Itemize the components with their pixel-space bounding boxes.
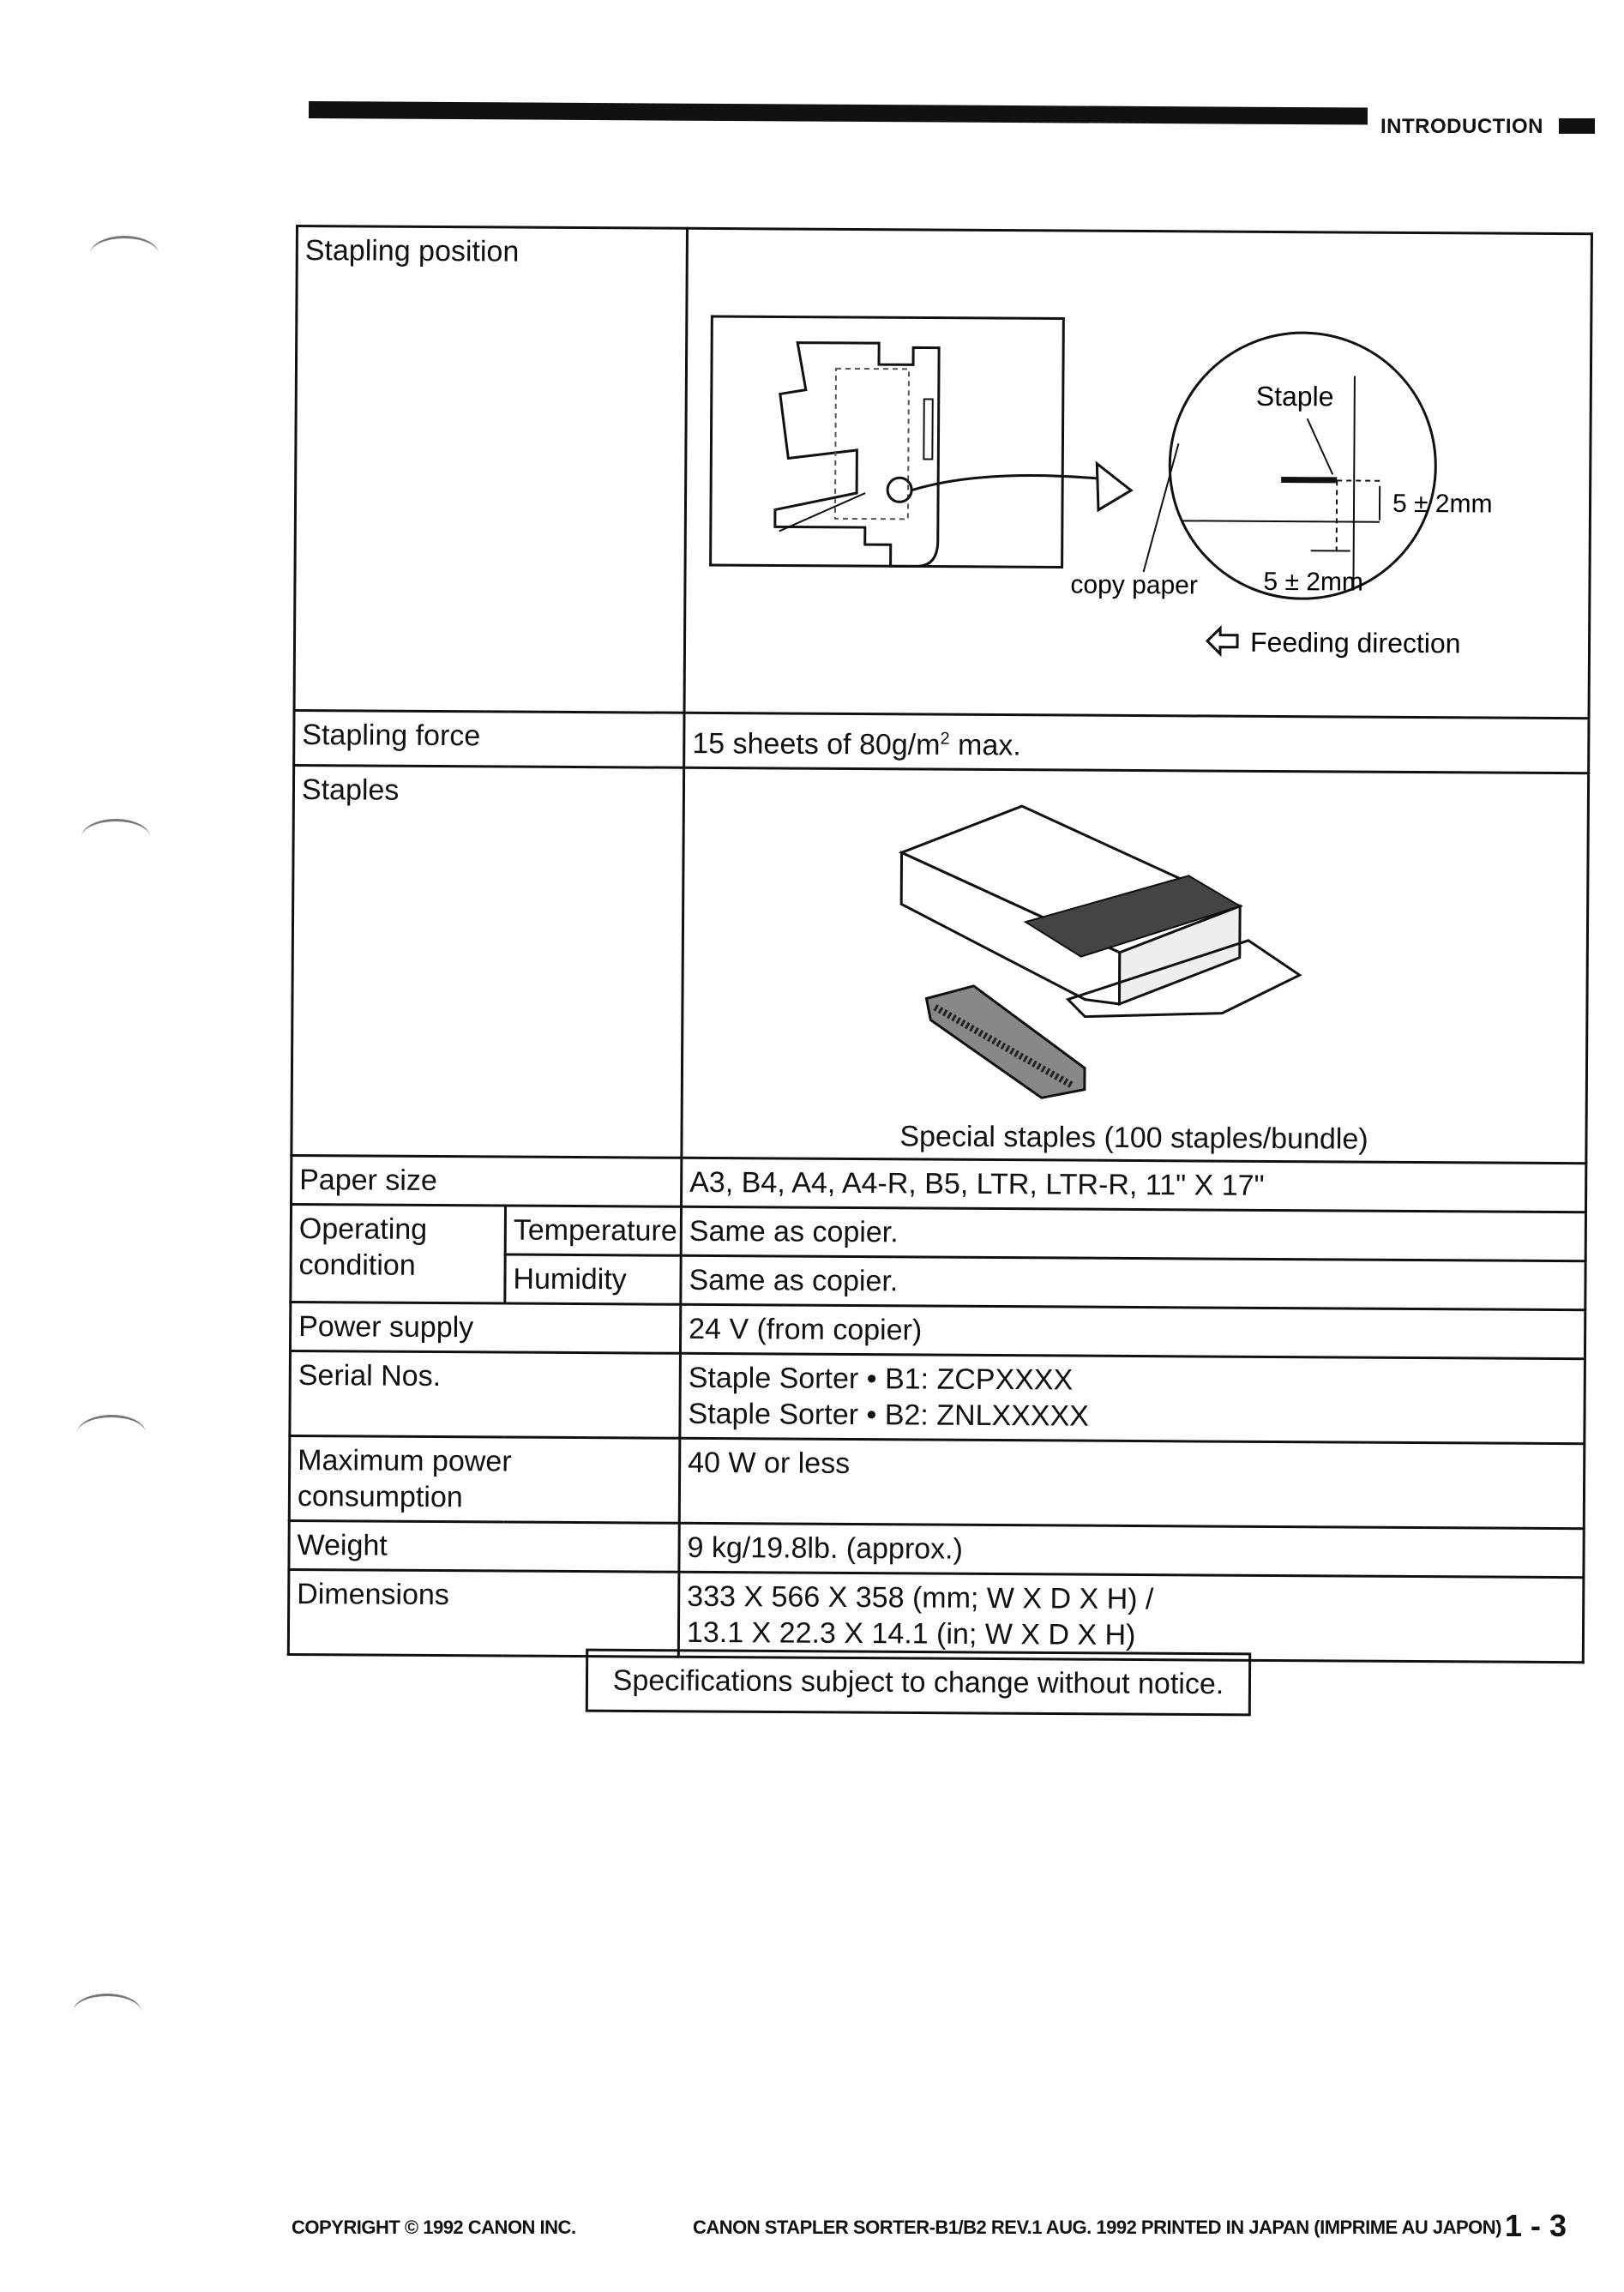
punch-hole-mark <box>73 1994 141 2030</box>
stapling-position-label: Stapling position <box>294 226 687 713</box>
power-supply-value: 24 V (from copier) <box>680 1305 1585 1359</box>
weight-label: Weight <box>289 1521 679 1573</box>
page-number: 1 - 3 <box>1505 2208 1567 2243</box>
humidity-value: Same as copier. <box>681 1256 1585 1310</box>
table-row <box>290 1302 1585 1359</box>
header-block <box>1559 118 1595 134</box>
footer-publication: CANON STAPLER SORTER-B1/B2 REV.1 AUG. 1992 PRINTED IN JAPAN (IMPRIME AU JAPON) <box>693 2217 1502 2238</box>
magnify-arrow <box>912 475 1105 491</box>
dimensions-value <box>678 1573 1584 1663</box>
sorter-frame <box>711 316 1064 567</box>
dimensions-in: 13.1 X 22.3 X 14.1 (in; W X D X H) <box>686 1616 1136 1652</box>
dimensions-label: Dimensions <box>288 1570 679 1657</box>
sorter-outline <box>775 342 940 566</box>
staples-cell <box>682 768 1589 1164</box>
staples-caption: Special staples (100 staples/bundle) <box>899 1120 1368 1156</box>
power-supply-label: Power supply <box>290 1302 680 1354</box>
punch-hole-mark <box>90 236 159 273</box>
humidity-label: Humidity <box>505 1254 681 1304</box>
serial-b1: Staple Sorter • B1: ZCPXXXX <box>688 1362 1074 1397</box>
dimensions-mm: 333 X 566 X 358 (mm; W X D X H) / <box>687 1580 1154 1616</box>
temperature-label: Temperature <box>505 1206 681 1255</box>
sorter-guide-line <box>779 492 865 532</box>
stapling-position-diagram-cell <box>684 228 1591 718</box>
stapling-force-value-prefix: 15 sheets of 80g/m <box>692 727 941 761</box>
weight-value: 9 kg/19.8lb. (approx.) <box>679 1524 1584 1578</box>
max-power-label: Maximum power consumption <box>289 1436 680 1524</box>
header-rule <box>309 101 1368 125</box>
magnify-arrowhead <box>1097 464 1131 510</box>
staples-label: Staples <box>292 766 684 1158</box>
table-row <box>288 1570 1584 1663</box>
section-title: INTRODUCTION <box>1380 115 1543 138</box>
feeding-direction-icon <box>1207 629 1237 654</box>
paper-size-label: Paper size <box>292 1156 682 1207</box>
staple-label: Staple <box>1255 380 1334 412</box>
footer-copyright: COPYRIGHT © 1992 CANON INC. <box>292 2217 576 2238</box>
table-row <box>289 1436 1585 1529</box>
temperature-value: Same as copier. <box>681 1207 1585 1261</box>
specifications-notice: Specifications subject to change without notice. <box>586 1649 1251 1717</box>
staple-leader-line <box>1307 418 1332 474</box>
serial-nos-label: Serial Nos. <box>290 1351 681 1439</box>
staple-mark <box>1281 477 1337 483</box>
stapling-position-diagram <box>693 235 1600 703</box>
sorter-handle <box>923 399 932 459</box>
vertical-offset-label: 5 ± 2mm <box>1392 489 1493 519</box>
serial-nos-value <box>680 1354 1585 1444</box>
table-row <box>289 1521 1584 1578</box>
stapling-force-value <box>684 713 1589 773</box>
horizontal-offset-label: 5 ± 2mm <box>1263 567 1364 597</box>
feeding-direction-label: Feeding direction <box>1249 626 1461 659</box>
stapling-force-value-suffix: max. <box>949 728 1021 762</box>
table-row <box>294 226 1591 719</box>
punch-hole-mark <box>81 819 150 856</box>
table-row <box>294 710 1589 773</box>
table-row <box>292 766 1589 1164</box>
stapling-force-value-sup: 2 <box>940 729 950 749</box>
table-row <box>291 1205 1585 1261</box>
paper-size-value: A3, B4, A4, A4-R, B5, LTR, LTR-R, 11" X 17" <box>682 1158 1586 1212</box>
staples-illustration <box>690 774 1597 1122</box>
paper-edge-vertical <box>1353 376 1355 591</box>
table-row <box>292 1156 1586 1212</box>
max-power-value: 40 W or less <box>679 1439 1585 1529</box>
specifications-table <box>287 225 1593 1664</box>
copy-paper-leader-line <box>1144 443 1179 572</box>
table-row <box>290 1351 1585 1444</box>
paper-edge-horizontal <box>1182 520 1380 521</box>
serial-b2: Staple Sorter • B2: ZNLXXXXX <box>688 1398 1090 1434</box>
tray-dashed-outline <box>835 369 909 520</box>
dimension-guide <box>1337 480 1338 556</box>
punch-hole-mark <box>77 1415 146 1452</box>
magnified-view-circle <box>1169 332 1436 599</box>
stapling-force-label: Stapling force <box>294 710 684 767</box>
copy-paper-label: copy paper <box>1070 570 1199 600</box>
operating-condition-label: Operating condition <box>291 1205 506 1304</box>
